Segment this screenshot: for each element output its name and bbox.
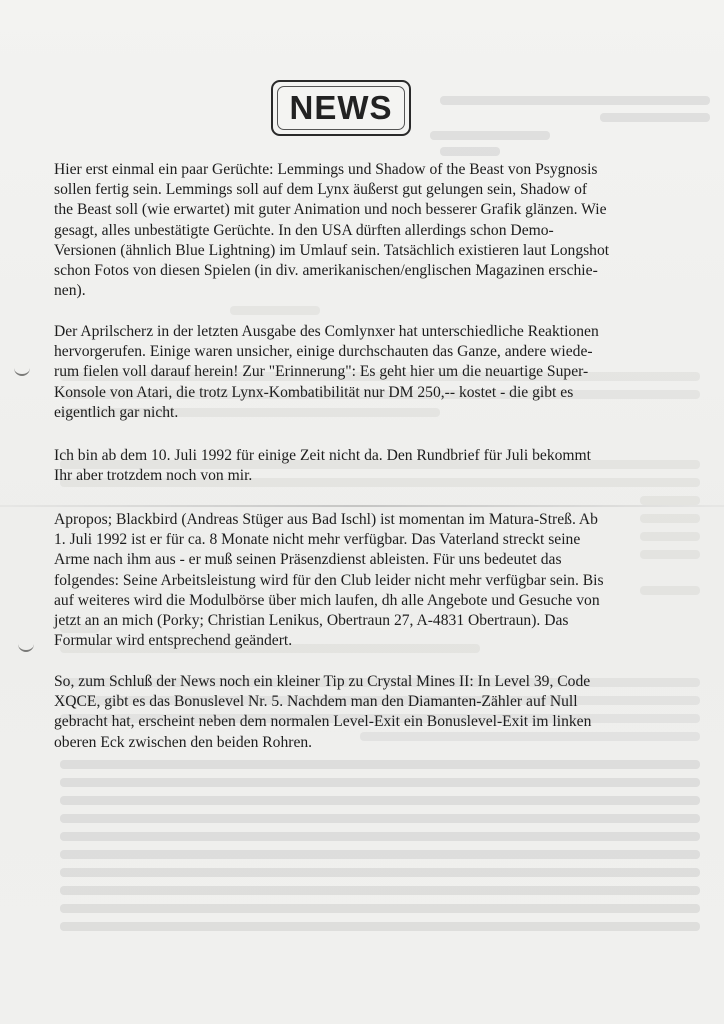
text-line: Der Aprilscherz in der letzten Ausgabe des Comlynxer hat unterschiedliche Reaktionen xyxy=(54,323,599,340)
text-line: hervorgerufen. Einige waren unsicher, einige durchschauten das Ganze, andere wiede- xyxy=(54,343,593,361)
news-title-box xyxy=(271,80,411,136)
text-line: Apropos; Blackbird (Andreas Stüger aus Bad Ischl) ist momentan im Matura-Streß. Ab xyxy=(54,511,598,528)
text-line: gesagt, alles unbestätigte Gerüchte. In den USA dürften allerdings schon Demo- xyxy=(54,221,554,239)
paragraph-absence xyxy=(54,446,632,486)
text-line: 1. Juli 1992 ist er für ca. 8 Monate nicht mehr verfügbar. Das Vaterland streckt seine xyxy=(54,531,581,549)
paper-fold-line xyxy=(0,505,724,507)
text-line: gebracht hat, erscheint neben dem normalen Level-Exit ein Bonuslevel-Exit im linken xyxy=(54,713,592,731)
text-line: rum fielen voll darauf herein! Zur "Erinnerung": Es geht hier um die neuartige Super- xyxy=(54,363,589,381)
text-line: auf weiteres wird die Modulbörse über mich laufen, dh alle Angebote und Gesuche von xyxy=(54,591,600,609)
text-line: schon Fotos von diesen Spielen (in div. amerikanischen/englischen Magazinen erschie- xyxy=(54,262,598,280)
text-line: So, zum Schluß der News noch ein kleiner Tip zu Crystal Mines II: In Level 39, Code xyxy=(54,673,591,690)
paragraph-crystal-mines-tip xyxy=(54,672,632,753)
punch-hole-mark-top xyxy=(14,364,30,376)
text-line: XQCE, gibt es das Bonuslevel Nr. 5. Nachdem man den Diamanten-Zähler auf Null xyxy=(54,693,578,711)
punch-hole-mark-bottom xyxy=(18,640,34,652)
paragraph-rumors xyxy=(54,160,632,301)
text-line: Arme nach ihm aus - er muß seinen Präsenzdienst ableisten. Für uns bedeutet das xyxy=(54,551,562,569)
text-line: the Beast soll (wie erwartet) mit guter Animation und noch besserer Grafik glänzen. Wie xyxy=(54,201,607,219)
page-title: NEWS xyxy=(289,89,393,126)
text-line: eigentlich gar nicht. xyxy=(54,403,179,421)
text-line: Ihr aber trotzdem noch von mir. xyxy=(54,467,253,485)
text-line: Formular wird entsprechend geändert. xyxy=(54,632,293,650)
paragraph-blackbird xyxy=(54,510,632,651)
text-line: Konsole von Atari, die trotz Lynx-Kombatibilität nur DM 250,-- kostet - die gibt es xyxy=(54,383,574,401)
news-title-inner-frame xyxy=(277,86,405,130)
text-line: Versionen (ähnlich Blue Lightning) im Umlauf sein. Tatsächlich existieren laut Longshot xyxy=(54,241,610,259)
text-line: folgendes: Seine Arbeitsleistung wird für den Club leider nicht mehr verfügbar sein. Bis xyxy=(54,571,604,589)
text-line: jetzt an an mich (Porky; Christian Lenikus, Obertraun 27, A-4831 Obertraun). Das xyxy=(54,612,569,630)
text-line: oberen Eck zwischen den beiden Rohren. xyxy=(54,733,313,751)
paragraph-april-fool xyxy=(54,322,632,423)
text-line: nen). xyxy=(54,282,86,300)
text-line: Hier erst einmal ein paar Gerüchte: Lemmings und Shadow of the Beast von Psygnosis xyxy=(54,161,598,178)
text-line: Ich bin ab dem 10. Juli 1992 für einige Zeit nicht da. Den Rundbrief für Juli bekommt xyxy=(54,447,592,464)
text-line: sollen fertig sein. Lemmings soll auf dem Lynx äußerst gut gelungen sein, Shadow of xyxy=(54,181,588,199)
